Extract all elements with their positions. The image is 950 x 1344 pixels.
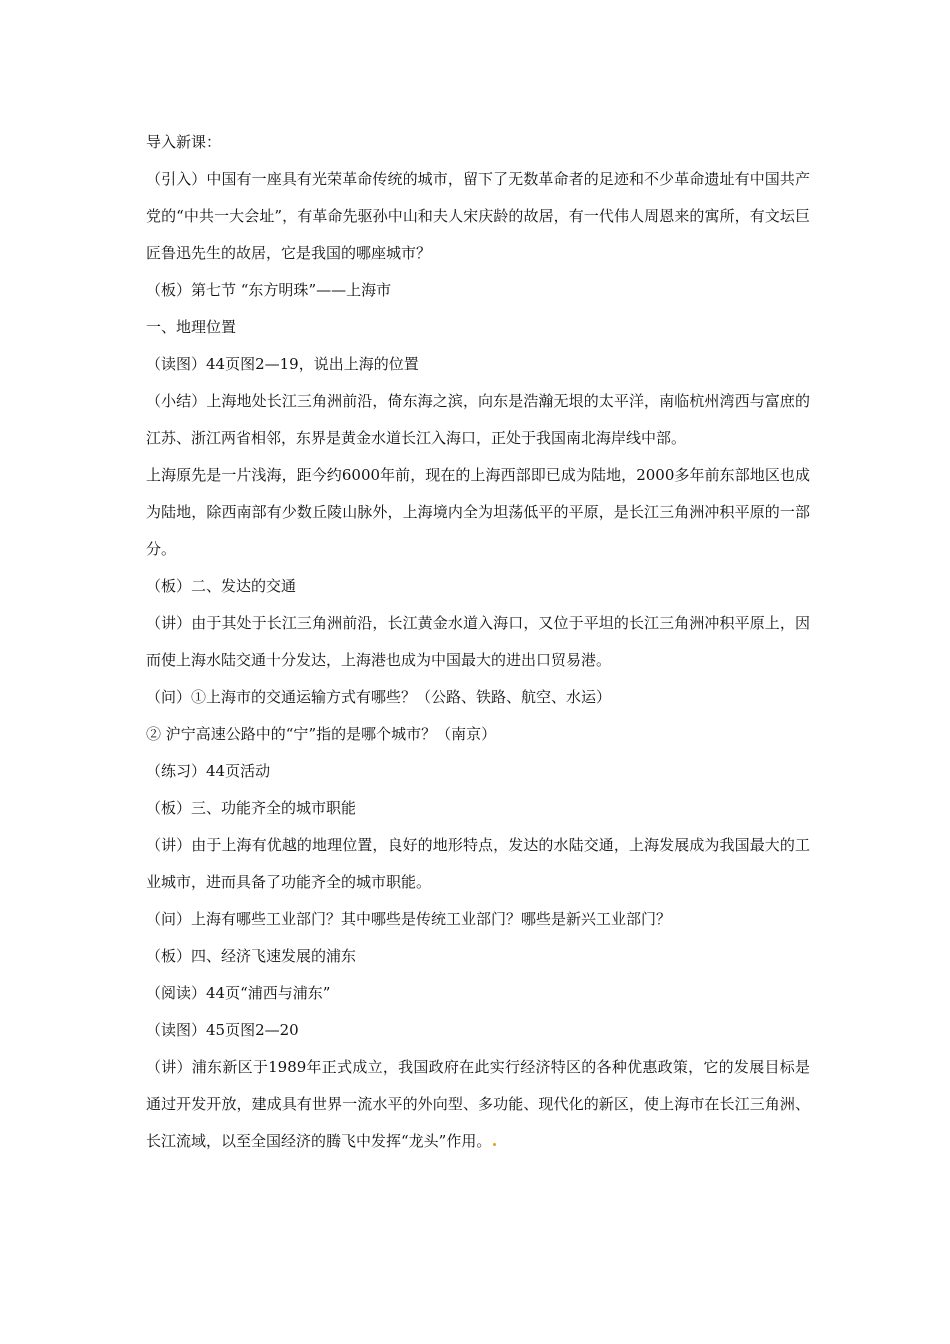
- section-title: （板）第七节 “东方明珠”——上海市: [146, 281, 392, 299]
- decorative-dot-icon: [493, 1143, 496, 1146]
- pudong-paragraph: [146, 1049, 810, 1160]
- reading-paragraph: （阅读）44页“浦西与浦东”: [146, 984, 331, 1002]
- question-nanjing: ② 沪宁高速公路中的“宁”指的是哪个城市？（南京）: [146, 725, 497, 743]
- heading-pudong: （板）四、经济飞速发展的浦东: [146, 947, 357, 965]
- heading-transport: （板）二、发达的交通: [146, 577, 297, 595]
- pudong-paragraph-text: （讲）浦东新区于1989年正式成立，我国政府在此实行经济特区的各种优惠政策，它的发展目标是通过开发开放，建成具有世界一流水平的外向型、多功能、现代化的新区，使上海市在长江三角洲、长江流域，以至全国经济的腾飞中发挥“龙头”作用。: [146, 1058, 810, 1150]
- lesson-intro-heading: 导入新课：: [146, 133, 222, 151]
- question-transport: （问）①上海市的交通运输方式有哪些？（公路、铁路、航空、水运）: [146, 688, 612, 706]
- heading-location: 一、地理位置: [146, 318, 237, 336]
- transport-paragraph: （讲）由于其处于长江三角洲前沿，长江黄金水道入海口，又位于平坦的长江三角洲冲积平原上，因而使上海水陆交通十分发达，上海港也成为中国最大的进出口贸易港。: [146, 614, 810, 669]
- functions-paragraph: （讲）由于上海有优越的地理位置，良好的地形特点，发达的水陆交通，上海发展成为我国最大的工业城市，进而具备了功能齐全的城市职能。: [146, 836, 810, 891]
- exercise-paragraph: （练习）44页活动: [146, 762, 271, 780]
- intro-paragraph: （引入）中国有一座具有光荣革命传统的城市，留下了无数革命者的足迹和不少革命遗址有中国共产党的“中共一大会址”，有革命先驱孙中山和夫人宋庆龄的故居，有一代伟人周恩来的寓所，有文坛巨匠鲁迅先生的故居，它是我国的哪座城市？: [146, 170, 810, 262]
- heading-city-functions: （板）三、功能齐全的城市职能: [146, 799, 357, 817]
- map-reading-paragraph-2: （读图）45页图2—20: [146, 1021, 299, 1039]
- map-reading-paragraph: （读图）44页图2—19，说出上海的位置: [146, 355, 419, 373]
- document-body: [146, 124, 810, 1160]
- question-industry: （问）上海有哪些工业部门？其中哪些是传统工业部门？哪些是新兴工业部门？: [146, 910, 672, 928]
- history-paragraph: 上海原先是一片浅海，距今约6000年前，现在的上海西部即已成为陆地，2000多年前东部地区也成为陆地，除西南部有少数丘陵山脉外，上海境内全为坦荡低平的平原，是长江三角洲冲积平原的一部分。: [146, 466, 810, 558]
- summary-paragraph: （小结）上海地处长江三角洲前沿，倚东海之滨，向东是浩瀚无垠的太平洋，南临杭州湾西与富庶的江苏、浙江两省相邻，东界是黄金水道长江入海口，正处于我国南北海岸线中部。: [146, 392, 810, 447]
